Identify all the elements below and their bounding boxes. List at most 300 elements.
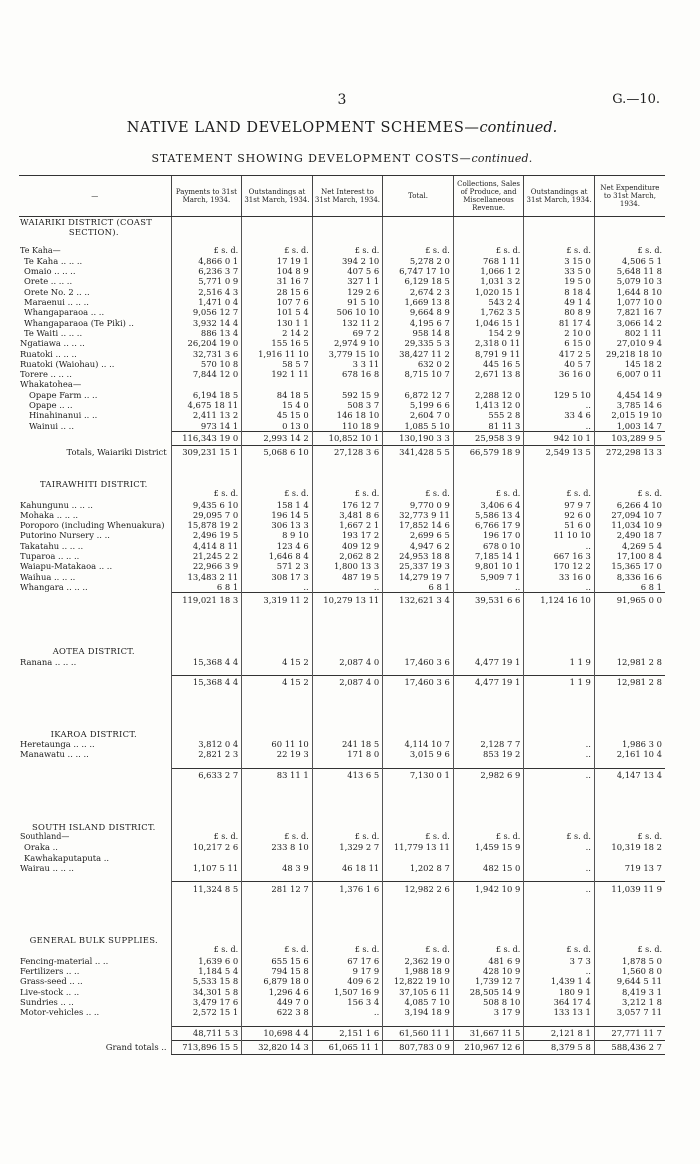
spacer-cell: [171, 606, 242, 626]
column-header: Collections, Sales of Produce, and Miscellaneous Revenue.: [453, 176, 524, 217]
value-cell: 1,639 6 0: [171, 956, 242, 966]
table-row: [19, 410, 665, 420]
spacer-cell: [383, 915, 454, 935]
table-row: [19, 749, 665, 759]
value-cell: 29,218 18 10: [594, 349, 665, 359]
value-cell: 129 5 10: [524, 390, 595, 400]
value-cell: 9,770 0 9: [383, 500, 454, 510]
value-cell: 119,021 18 3: [171, 593, 242, 607]
value-cell: 38,427 11 2: [383, 349, 454, 359]
value-cell: £ s. d.: [383, 246, 454, 256]
value-cell: 341,428 5 5: [383, 445, 454, 459]
value-cell: 5,909 7 1: [453, 572, 524, 582]
value-cell: [453, 646, 524, 656]
table-row: [19, 966, 665, 976]
value-cell: [524, 227, 595, 237]
value-cell: 176 12 7: [312, 500, 383, 510]
spacer-cell: [524, 709, 595, 729]
value-cell: 8 9 10: [242, 530, 313, 540]
value-cell: 2,121 8 1: [524, 1026, 595, 1040]
value-cell: 60 11 10: [242, 739, 313, 749]
value-cell: 9,644 5 11: [594, 976, 665, 986]
value-cell: [242, 729, 313, 739]
spacer-cell: [453, 689, 524, 709]
value-cell: 110 18 9: [312, 421, 383, 432]
value-cell: 31,667 11 5: [453, 1026, 524, 1040]
value-cell: 15,368 4 4: [171, 675, 242, 689]
spacer-cell: [594, 760, 665, 769]
spacer-cell: [242, 873, 313, 882]
value-cell: 2,604 7 0: [383, 410, 454, 420]
value-cell: 768 1 11: [453, 256, 524, 266]
value-cell: [312, 935, 383, 945]
table-row: [19, 369, 665, 379]
value-cell: 409 6 2: [312, 976, 383, 986]
row-label: Whangaparaoa (Te Piki) ..: [24, 317, 134, 328]
value-cell: 8,379 5 8: [524, 1040, 595, 1054]
value-cell: 10,698 4 4: [242, 1026, 313, 1040]
value-cell: 3,812 0 4: [171, 739, 242, 749]
value-cell: 92 6 0: [524, 510, 595, 520]
table-row: [19, 400, 665, 410]
value-cell: 481 6 9: [453, 956, 524, 966]
value-cell: ..: [524, 739, 595, 749]
value-cell: 2 14 2: [242, 328, 313, 338]
row-label: Motor-vehicles .. ..: [20, 1007, 100, 1018]
value-cell: 5,199 6 6: [383, 400, 454, 410]
value-cell: 2,161 10 4: [594, 749, 665, 759]
value-cell: 1,942 10 9: [453, 882, 524, 896]
value-cell: 1,020 15 1: [453, 287, 524, 297]
value-cell: 22 19 3: [242, 749, 313, 759]
spacer-row: [19, 915, 665, 935]
value-cell: 32,773 9 11: [383, 510, 454, 520]
value-cell: 10,217 2 6: [171, 842, 242, 852]
value-cell: 9,056 12 7: [171, 307, 242, 317]
spacer-cell: [171, 459, 242, 479]
row-label: Whangara .. .. ..: [20, 582, 88, 593]
value-cell: 17,852 14 6: [383, 520, 454, 530]
value-cell: 5,586 13 4: [453, 510, 524, 520]
value-cell: 622 3 8: [242, 1007, 313, 1017]
row-label: [19, 431, 171, 445]
value-cell: 1,644 8 10: [594, 287, 665, 297]
value-cell: 104 8 9: [242, 266, 313, 276]
value-cell: 4,477 19 1: [453, 657, 524, 667]
value-cell: 588,436 2 7: [594, 1040, 665, 1054]
value-cell: 11,779 13 11: [383, 842, 454, 852]
spacer-row: [19, 238, 665, 246]
table-row: [19, 520, 665, 530]
value-cell: 4,947 6 2: [383, 541, 454, 551]
value-cell: 6,633 2 7: [171, 768, 242, 782]
column-header: Net Expenditure to 31st March, 1934.: [594, 176, 665, 217]
row-label: Whakatohea—: [20, 379, 82, 390]
value-cell: 306 13 3: [242, 520, 313, 530]
spacer-cell: [453, 459, 524, 479]
spacer-cell: [524, 238, 595, 246]
table-row: [19, 510, 665, 520]
total-row: [19, 593, 665, 607]
spacer-cell: [19, 915, 171, 935]
value-cell: [242, 379, 313, 389]
value-cell: 364 17 4: [524, 997, 595, 1007]
spacer-cell: [19, 873, 171, 882]
row-label: Kahungunu .. .. ..: [20, 499, 93, 510]
spacer-cell: [19, 709, 171, 729]
value-cell: [453, 935, 524, 945]
spacer-cell: [453, 915, 524, 935]
value-cell: ..: [524, 541, 595, 551]
spacer-cell: [453, 626, 524, 646]
value-cell: 5,278 2 0: [383, 256, 454, 266]
value-cell: 7,844 12 0: [171, 369, 242, 379]
value-cell: [524, 853, 595, 863]
spacer-cell: [312, 915, 383, 935]
spacer-row: [19, 873, 665, 882]
value-cell: 6,766 17 9: [453, 520, 524, 530]
section-heading-row: [19, 935, 665, 945]
spacer-cell: [242, 782, 313, 802]
value-cell: ..: [524, 768, 595, 782]
table-row: [19, 421, 665, 432]
value-cell: 487 19 5: [312, 572, 383, 582]
value-cell: ..: [524, 966, 595, 976]
value-cell: 409 12 9: [312, 541, 383, 551]
value-cell: 155 16 5: [242, 338, 313, 348]
value-cell: 4,454 14 9: [594, 390, 665, 400]
value-cell: 413 6 5: [312, 768, 383, 782]
value-cell: 11,039 11 9: [594, 882, 665, 896]
value-cell: 156 3 4: [312, 997, 383, 1007]
value-cell: 107 7 6: [242, 297, 313, 307]
value-cell: 1,184 5 4: [171, 966, 242, 976]
spacer-cell: [19, 895, 171, 915]
value-cell: ..: [453, 582, 524, 593]
section-heading-row: [19, 227, 665, 237]
spacer-cell: [453, 782, 524, 802]
row-label: Sundries .. ..: [20, 996, 74, 1007]
row-label: Fencing-material .. ..: [20, 955, 109, 966]
value-cell: 2,411 13 2: [171, 410, 242, 420]
value-cell: 667 16 3: [524, 551, 595, 561]
value-cell: [594, 646, 665, 656]
value-cell: [242, 822, 313, 832]
spacer-row: [19, 667, 665, 676]
value-cell: 6,007 0 11: [594, 369, 665, 379]
value-cell: [594, 729, 665, 739]
spacer-cell: [594, 709, 665, 729]
value-cell: 9 17 9: [312, 966, 383, 976]
table-row: [19, 997, 665, 1007]
row-label: Orete No. 2 .. ..: [24, 286, 90, 297]
section-heading: SOUTH ISLAND DISTRICT.: [32, 821, 156, 832]
spacer-cell: [383, 689, 454, 709]
value-cell: [312, 379, 383, 389]
value-cell: 61,560 11 1: [383, 1026, 454, 1040]
value-cell: £ s. d.: [171, 832, 242, 842]
value-cell: [453, 729, 524, 739]
table-row: [19, 551, 665, 561]
value-cell: 17 19 1: [242, 256, 313, 266]
value-cell: 1,329 2 7: [312, 842, 383, 852]
spacer-cell: [383, 782, 454, 802]
total-row: [19, 675, 665, 689]
row-label: [19, 882, 171, 896]
section-heading-row: [19, 646, 665, 656]
value-cell: 2,490 18 7: [594, 530, 665, 540]
value-cell: 2,993 14 2: [242, 431, 313, 445]
value-cell: 10,852 10 1: [312, 431, 383, 445]
value-cell: 6,266 4 10: [594, 500, 665, 510]
value-cell: 6,872 12 7: [383, 390, 454, 400]
spacer-cell: [594, 1018, 665, 1027]
value-cell: £ s. d.: [453, 945, 524, 955]
row-label: Oraka ..: [24, 842, 58, 853]
section-heading: AOTEA DISTRICT.: [52, 646, 135, 657]
spacer-cell: [242, 760, 313, 769]
value-cell: 12,982 2 6: [383, 882, 454, 896]
table-row: [19, 945, 665, 955]
value-cell: [171, 379, 242, 389]
value-cell: 5,771 0 9: [171, 276, 242, 286]
row-label: Mohaka .. .. ..: [20, 509, 79, 520]
table-row: [19, 582, 665, 593]
row-label: [19, 1026, 171, 1040]
value-cell: 4 15 2: [242, 657, 313, 667]
value-cell: ..: [524, 863, 595, 873]
table-row: [19, 1007, 665, 1017]
value-cell: 46 18 11: [312, 863, 383, 873]
value-cell: 10,279 13 11: [312, 593, 383, 607]
table-row: [19, 561, 665, 571]
section-heading: GENERAL BULK SUPPLIES.: [29, 935, 158, 946]
spacer-cell: [171, 626, 242, 646]
row-label: Poroporo (including Whenuakura): [20, 520, 165, 531]
value-cell: 233 8 10: [242, 842, 313, 852]
spacer-cell: [383, 802, 454, 822]
value-cell: 11 10 10: [524, 530, 595, 540]
value-cell: 2,974 9 10: [312, 338, 383, 348]
spacer-cell: [383, 873, 454, 882]
spacer-row: [19, 689, 665, 709]
spacer-cell: [594, 626, 665, 646]
value-cell: [453, 822, 524, 832]
value-cell: 83 11 1: [242, 768, 313, 782]
value-cell: 193 17 2: [312, 530, 383, 540]
spacer-cell: [19, 238, 171, 246]
spacer-cell: [453, 802, 524, 822]
value-cell: 5,068 6 10: [242, 445, 313, 459]
row-label: Ranana .. .. ..: [20, 656, 77, 667]
value-cell: 146 18 10: [312, 410, 383, 420]
value-cell: 129 2 6: [312, 287, 383, 297]
value-cell: [242, 479, 313, 489]
spacer-cell: [524, 873, 595, 882]
row-label: Live-stock .. ..: [20, 986, 80, 997]
spacer-row: [19, 782, 665, 802]
value-cell: 272,298 13 3: [594, 445, 665, 459]
value-cell: 802 1 11: [594, 328, 665, 338]
value-cell: 37,105 6 11: [383, 987, 454, 997]
value-cell: £ s. d.: [524, 246, 595, 256]
value-cell: 2 10 0: [524, 328, 595, 338]
value-cell: 171 8 0: [312, 749, 383, 759]
value-cell: ..: [524, 582, 595, 593]
value-cell: 1 1 9: [524, 675, 595, 689]
value-cell: £ s. d.: [383, 489, 454, 499]
spacer-cell: [453, 1018, 524, 1027]
development-costs-table: [19, 175, 665, 1055]
value-cell: [383, 822, 454, 832]
spacer-cell: [312, 238, 383, 246]
table-row: [19, 500, 665, 510]
row-label: Wainui .. ..: [29, 420, 74, 431]
table-row: [19, 657, 665, 667]
value-cell: 49 1 4: [524, 297, 595, 307]
value-cell: 15,365 17 0: [594, 561, 665, 571]
value-cell: £ s. d.: [312, 489, 383, 499]
spacer-cell: [312, 459, 383, 479]
value-cell: [383, 853, 454, 863]
spacer-cell: [524, 915, 595, 935]
row-label: Tuparoa .. .. ..: [20, 551, 80, 562]
spacer-cell: [242, 667, 313, 676]
value-cell: [383, 646, 454, 656]
table-row: [19, 338, 665, 348]
value-cell: 10,319 18 2: [594, 842, 665, 852]
spacer-cell: [171, 915, 242, 935]
value-cell: 506 10 10: [312, 307, 383, 317]
value-cell: 9,801 10 1: [453, 561, 524, 571]
value-cell: ..: [524, 400, 595, 410]
value-cell: 2,318 0 11: [453, 338, 524, 348]
value-cell: 3 7 3: [524, 956, 595, 966]
spacer-cell: [312, 802, 383, 822]
row-label: [19, 945, 171, 955]
value-cell: 11,034 10 9: [594, 520, 665, 530]
value-cell: 36 16 0: [524, 369, 595, 379]
value-cell: 130 1 1: [242, 318, 313, 328]
section-heading: WAIARIKI DISTRICT (COAST: [20, 217, 153, 227]
value-cell: 101 5 4: [242, 307, 313, 317]
row-label: [19, 489, 171, 499]
value-cell: 11,324 8 5: [171, 882, 242, 896]
spacer-cell: [453, 895, 524, 915]
spacer-cell: [453, 606, 524, 626]
value-cell: 6,879 18 0: [242, 976, 313, 986]
value-cell: 1,202 8 7: [383, 863, 454, 873]
spacer-cell: [594, 459, 665, 479]
value-cell: £ s. d.: [242, 945, 313, 955]
document-reference: G.—10.: [612, 92, 660, 107]
spacer-row: [19, 760, 665, 769]
value-cell: [383, 935, 454, 945]
spacer-cell: [312, 606, 383, 626]
value-cell: [171, 227, 242, 237]
row-label: Waihua .. .. ..: [20, 571, 76, 582]
spacer-cell: [171, 802, 242, 822]
row-label: Opape .. ..: [29, 400, 73, 411]
value-cell: 29,095 7 0: [171, 510, 242, 520]
spacer-row: [19, 606, 665, 626]
value-cell: 713,896 15 5: [171, 1040, 242, 1054]
spacer-cell: [453, 667, 524, 676]
table-row: [19, 359, 665, 369]
spacer-cell: [524, 1018, 595, 1027]
value-cell: 417 2 5: [524, 349, 595, 359]
value-cell: 103,289 9 5: [594, 431, 665, 445]
value-cell: 26,204 19 0: [171, 338, 242, 348]
value-cell: [171, 646, 242, 656]
value-cell: £ s. d.: [312, 246, 383, 256]
spacer-cell: [383, 238, 454, 246]
spacer-row: [19, 802, 665, 822]
value-cell: ..: [524, 882, 595, 896]
value-cell: 48 3 9: [242, 863, 313, 873]
value-cell: 7,821 16 7: [594, 307, 665, 317]
value-cell: [171, 853, 242, 863]
value-cell: [594, 853, 665, 863]
value-cell: [524, 646, 595, 656]
value-cell: 22,966 3 9: [171, 561, 242, 571]
value-cell: ..: [524, 421, 595, 432]
value-cell: 84 18 5: [242, 390, 313, 400]
value-cell: [594, 227, 665, 237]
value-cell: 4,269 5 4: [594, 541, 665, 551]
value-cell: 13,483 2 11: [171, 572, 242, 582]
value-cell: 4,414 8 11: [171, 541, 242, 551]
value-cell: £ s. d.: [594, 489, 665, 499]
value-cell: £ s. d.: [171, 246, 242, 256]
spacer-cell: [453, 760, 524, 769]
row-label: Wairau .. .. ..: [20, 862, 74, 873]
value-cell: 12,981 2 8: [594, 657, 665, 667]
table-row: [19, 842, 665, 852]
value-cell: 794 15 8: [242, 966, 313, 976]
value-cell: 1,878 5 0: [594, 956, 665, 966]
value-cell: 3,406 6 4: [453, 500, 524, 510]
spacer-cell: [171, 709, 242, 729]
spacer-cell: [312, 895, 383, 915]
spacer-cell: [594, 782, 665, 802]
spacer-row: [19, 459, 665, 479]
value-cell: 3,319 11 2: [242, 593, 313, 607]
value-cell: 482 15 0: [453, 863, 524, 873]
value-cell: £ s. d.: [383, 832, 454, 842]
column-header: Total.: [383, 176, 454, 217]
page-title: [0, 120, 684, 136]
spacer-cell: [171, 689, 242, 709]
value-cell: 8,791 9 11: [453, 349, 524, 359]
value-cell: 958 14 8: [383, 328, 454, 338]
spacer-cell: [171, 782, 242, 802]
value-cell: 3,057 7 11: [594, 1007, 665, 1017]
value-cell: 66,579 18 9: [453, 445, 524, 459]
value-cell: 1,066 1 2: [453, 266, 524, 276]
value-cell: 2,496 19 5: [171, 530, 242, 540]
value-cell: [453, 479, 524, 489]
value-cell: 12,981 2 8: [594, 675, 665, 689]
value-cell: 132 11 2: [312, 318, 383, 328]
table-title: [0, 152, 684, 165]
value-cell: 15,878 19 2: [171, 520, 242, 530]
value-cell: 97 9 7: [524, 500, 595, 510]
value-cell: 2,362 19 0: [383, 956, 454, 966]
row-label: Grass-seed .. ..: [20, 976, 83, 987]
value-cell: 14,279 19 7: [383, 572, 454, 582]
table-row: [19, 987, 665, 997]
